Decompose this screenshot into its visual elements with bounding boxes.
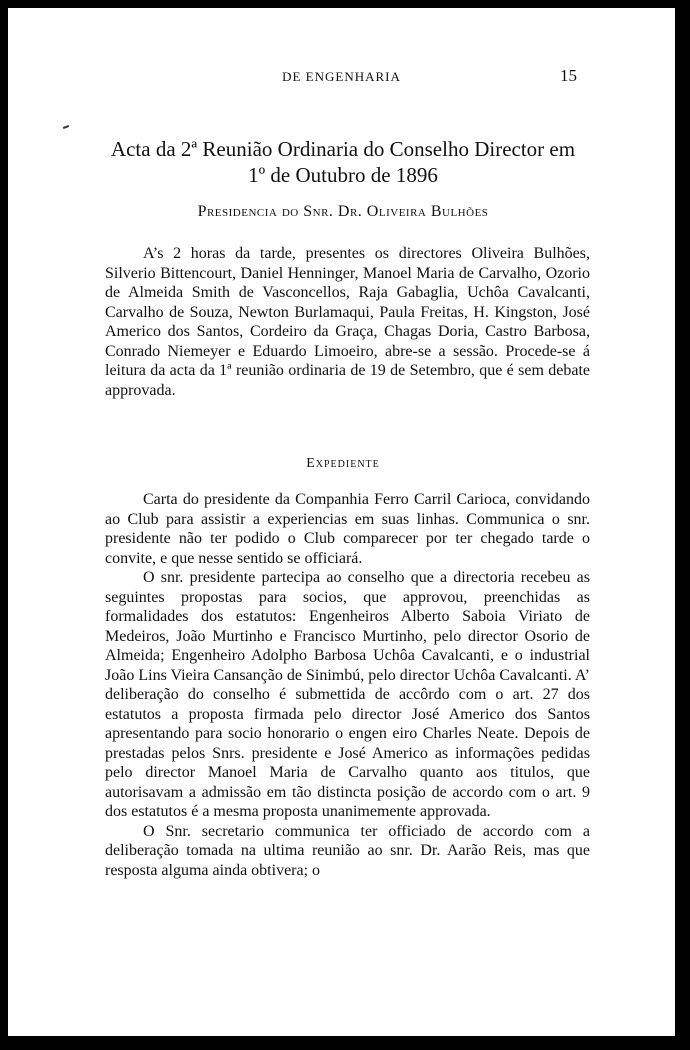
section-text bbox=[105, 490, 590, 880]
title-line-2: 1º de Outubro de 1896 bbox=[248, 163, 438, 187]
document-title bbox=[88, 136, 598, 188]
paragraph: A’s 2 horas da tarde, presentes os directores Oliveira Bulhões, Silverio Bittencourt, Daniel Henninger, Manoel Maria de Carvalho, Ozorio de Almeida Smith de Vasconcellos, Raja Gabaglia, Uchôa Cavalcanti, Carvalho de Souza, Newton Burlamaqui, Paula Freitas, H. Kingston, José Americo dos Santos, Cordeiro da Graça, Chagas Doria, Castro Barbosa, Conrado Niemeyer e Eduardo Limoeiro, abre-se a sessão. Procede-se á leitura da acta da 1ª reunião ordinaria de 19 de Setembro, que é sem debate approvada. bbox=[105, 245, 590, 399]
title-line-1: Acta da 2ª Reunião Ordinaria do Conselho Director em bbox=[110, 137, 576, 161]
section-heading: Expediente bbox=[306, 456, 380, 471]
paragraph: Carta do presidente da Companhia Ferro Carril Carioca, convidando ao Club para assistir a experiencias em suas linhas. Communica o snr. presidente não ter podido o Club comparecer por ter chegado tarde o convite, e que nesse sentido se officiará. bbox=[105, 491, 590, 567]
paragraph: O Snr. secretario communica ter officiado de accordo com a deliberação tomada na ultima reunião ao snr. Dr. Aarão Reis, mas que resposta alguma ainda obtivera; o bbox=[105, 822, 590, 879]
paragraph: O snr. presidente partecipa ao conselho que a directoria recebeu as seguintes propostas para socios, que approvou, preenchidas as formalidades dos estatutos: Engenheiros Alberto Saboia Viriato de Medeiros, João Murtinho e Francisco Murtinho, pelo director Osorio de Almeida; Engenheiro Adolpho Barbosa Uchôa Cavalcanti, e o industrial João Lins Vieira Cansanção de Sinimbú, pelo director Uchôa Cavalcanti. A’ deliberação do conselho é submettida de accôrdo com o art. 27 dos estatutos a proposta firmada pelo director José Americo dos Santos apresentando para socio honorario o engen eiro Charles Neate. Depois de prestadas pelos Snrs. presidente e José Americo as informações pedidas pelo director Manoel Maria de Carvalho quanto aos titulos, que autorisavam a admissão em tão distincta posição de accordo com o art. 9 dos estatutos é a mesma proposta unanimemente approvada. bbox=[105, 569, 590, 820]
running-title: DE ENGENHARIA bbox=[282, 69, 401, 84]
document-page bbox=[8, 8, 675, 1036]
presidency-subtitle: Presidencia do Snr. Dr. Oliveira Bulhões bbox=[197, 203, 489, 220]
stray-ink-mark bbox=[63, 125, 69, 129]
opening-text bbox=[105, 244, 590, 400]
page-number: 15 bbox=[560, 66, 577, 85]
running-header bbox=[8, 66, 675, 88]
